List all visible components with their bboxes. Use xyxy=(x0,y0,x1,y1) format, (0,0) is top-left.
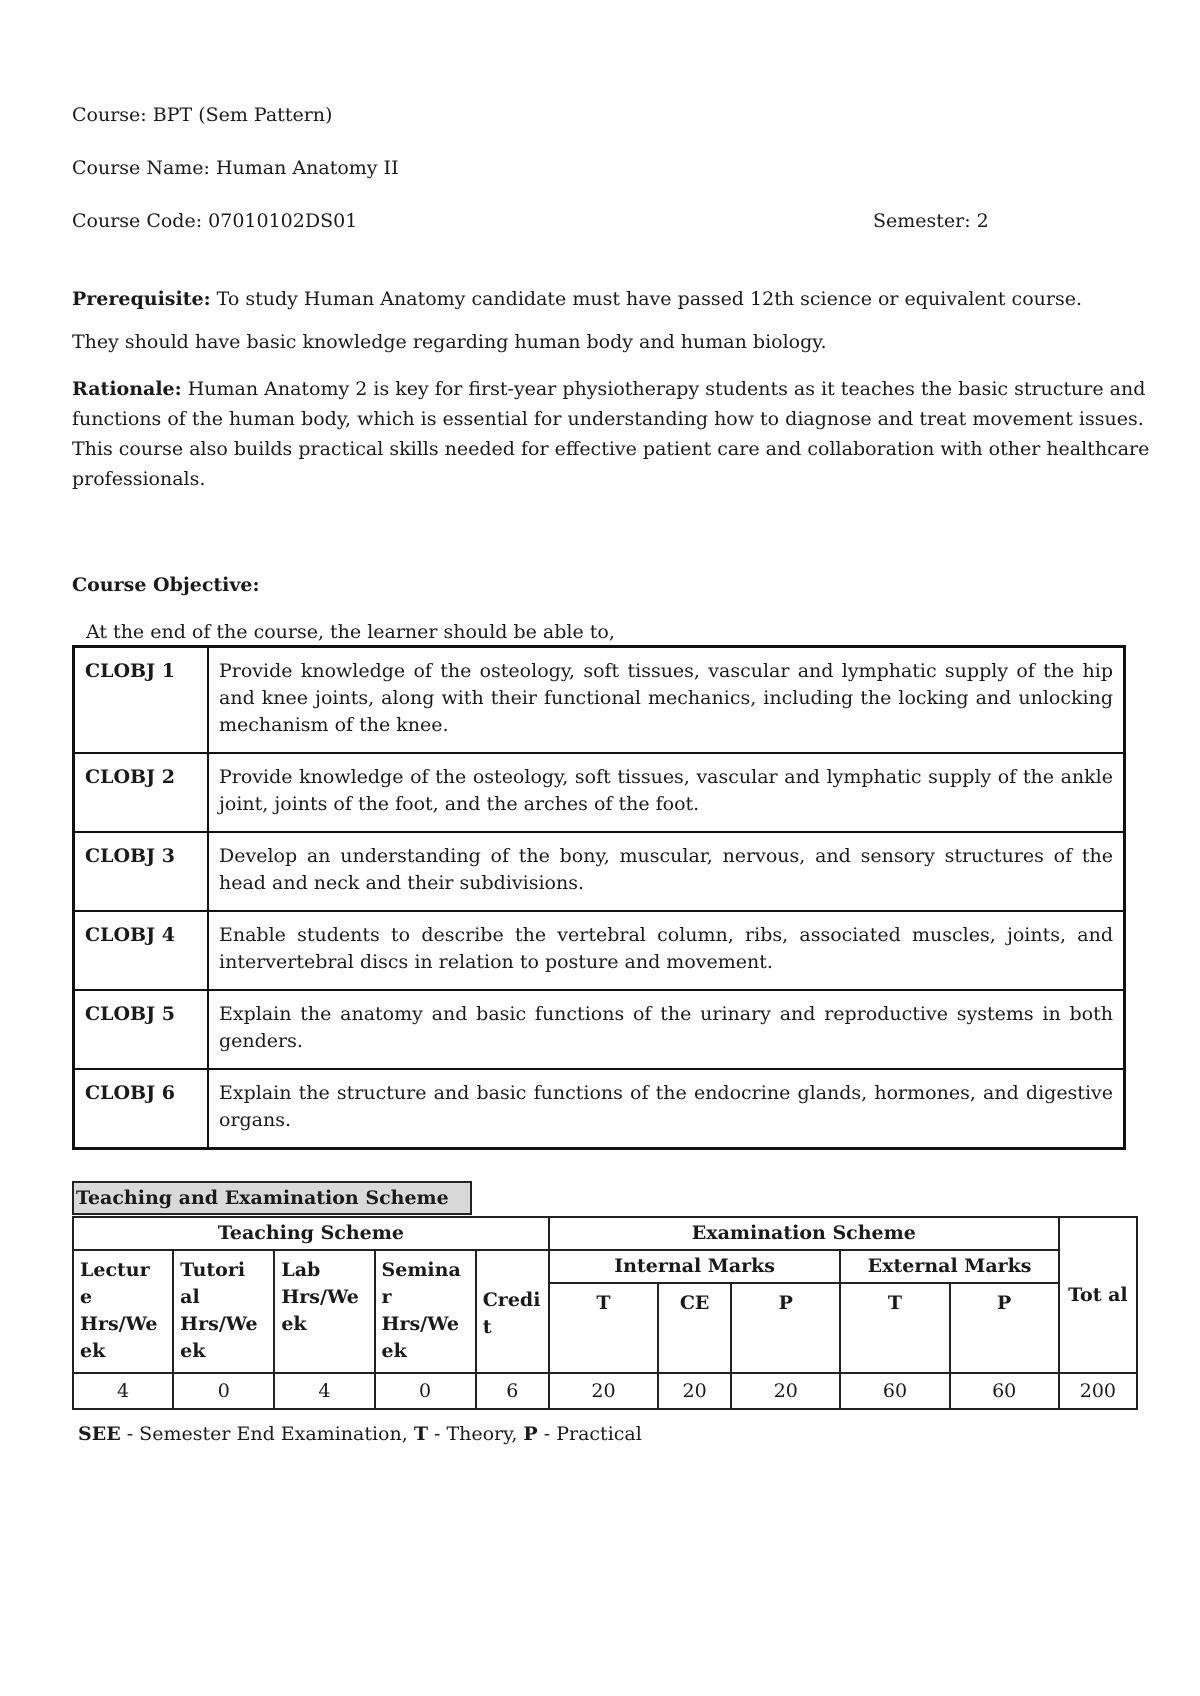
rationale xyxy=(72,374,1152,494)
total-header: Tot al xyxy=(1059,1217,1137,1373)
lecture-header: Lectur e Hrs/We ek xyxy=(73,1250,173,1373)
course-line: Course: BPT (Sem Pattern) xyxy=(72,104,333,126)
seminar-value: 0 xyxy=(375,1373,476,1409)
objective-text: Explain the structure and basic functions of the endocrine glands, hormones, and digestive organs. xyxy=(208,1069,1125,1149)
objective-text: Provide knowledge of the osteology, soft tissues, vascular and lymphatic supply of the hip and knee joints, along with their functional mechanics, including the locking and unlocking mechanism of the knee. xyxy=(208,647,1125,754)
table-row xyxy=(73,1250,1137,1283)
internal-t-header: T xyxy=(549,1283,658,1373)
semester: Semester: 2 xyxy=(873,210,989,232)
table-row xyxy=(74,832,1125,911)
lab-header: Lab Hrs/We ek xyxy=(274,1250,374,1373)
objective-code: CLOBJ 6 xyxy=(74,1069,209,1149)
seminar-header: Semina r Hrs/We ek xyxy=(375,1250,476,1373)
internal-ce-header: CE xyxy=(658,1283,731,1373)
course-name: Course Name: Human Anatomy II xyxy=(72,157,399,179)
objectives-table xyxy=(72,645,1126,1150)
tutorial-header: Tutori al Hrs/We ek xyxy=(173,1250,274,1373)
external-t-value: 60 xyxy=(840,1373,949,1409)
internal-p-value: 20 xyxy=(731,1373,840,1409)
external-p-value: 60 xyxy=(950,1373,1059,1409)
objective-code: CLOBJ 2 xyxy=(74,753,209,832)
exam-scheme-header: Examination Scheme xyxy=(549,1217,1059,1250)
internal-marks-header: Internal Marks xyxy=(549,1250,841,1283)
prerequisite-text-2: They should have basic knowledge regarding human body and human biology. xyxy=(72,331,827,353)
external-p-header: P xyxy=(950,1283,1059,1373)
table-row xyxy=(73,1217,1137,1250)
tutorial-value: 0 xyxy=(173,1373,274,1409)
prerequisite xyxy=(72,288,1082,310)
rationale-text: Human Anatomy 2 is key for first-year physiotherapy students as it teaches the basic structure and functions of the human body, which is essential for understanding how to diagnose and treat movement issues. This course also builds practical skills needed for effective patient care and collaboration with other healthcare professionals. xyxy=(72,378,1150,490)
objective-text: Provide knowledge of the osteology, soft tissues, vascular and lymphatic supply of the ankle joint, joints of the foot, and the arches of the foot. xyxy=(208,753,1125,832)
internal-ce-value: 20 xyxy=(658,1373,731,1409)
objective-code: CLOBJ 3 xyxy=(74,832,209,911)
table-row xyxy=(74,647,1125,754)
internal-t-value: 20 xyxy=(549,1373,658,1409)
lab-value: 4 xyxy=(274,1373,374,1409)
lecture-value: 4 xyxy=(73,1373,173,1409)
table-row xyxy=(73,1373,1137,1409)
prerequisite-label: Prerequisite: xyxy=(72,288,211,310)
table-row xyxy=(74,911,1125,990)
legend-t-text: - Theory, xyxy=(427,1423,524,1445)
credit-value: 6 xyxy=(476,1373,549,1409)
table-row xyxy=(74,1069,1125,1149)
objective-text: Develop an understanding of the bony, muscular, nervous, and sensory structures of the head and neck and their subdivisions. xyxy=(208,832,1125,911)
objective-code: CLOBJ 1 xyxy=(74,647,209,754)
external-t-header: T xyxy=(840,1283,949,1373)
external-marks-header: External Marks xyxy=(840,1250,1058,1283)
credit-header: Credi t xyxy=(476,1250,549,1373)
objective-text: Enable students to describe the vertebral column, ribs, associated muscles, joints, and intervertebral discs in relation to posture and movement. xyxy=(208,911,1125,990)
internal-p-header: P xyxy=(731,1283,840,1373)
legend-p: P xyxy=(523,1423,538,1445)
legend xyxy=(78,1423,642,1445)
table-row xyxy=(74,753,1125,832)
course-code: Course Code: 07010102DS01 xyxy=(72,210,358,232)
legend-see-text: - Semester End Examination, xyxy=(120,1423,414,1445)
objective-intro: At the end of the course, the learner should be able to, xyxy=(86,621,615,643)
rationale-label: Rationale: xyxy=(72,378,182,400)
table-row xyxy=(74,990,1125,1069)
objective-code: CLOBJ 4 xyxy=(74,911,209,990)
legend-see: SEE xyxy=(78,1423,121,1445)
objective-code: CLOBJ 5 xyxy=(74,990,209,1069)
objective-text: Explain the anatomy and basic functions of the urinary and reproductive systems in both genders. xyxy=(208,990,1125,1069)
total-value: 200 xyxy=(1059,1373,1137,1409)
legend-t: T xyxy=(413,1423,428,1445)
scheme-title: Teaching and Examination Scheme xyxy=(72,1181,472,1215)
objective-heading: Course Objective: xyxy=(72,574,260,596)
scheme-table xyxy=(72,1216,1138,1410)
prerequisite-text: To study Human Anatomy candidate must have passed 12th science or equivalent course. xyxy=(210,288,1082,310)
teaching-scheme-header: Teaching Scheme xyxy=(73,1217,549,1250)
legend-p-text: - Practical xyxy=(537,1423,642,1445)
